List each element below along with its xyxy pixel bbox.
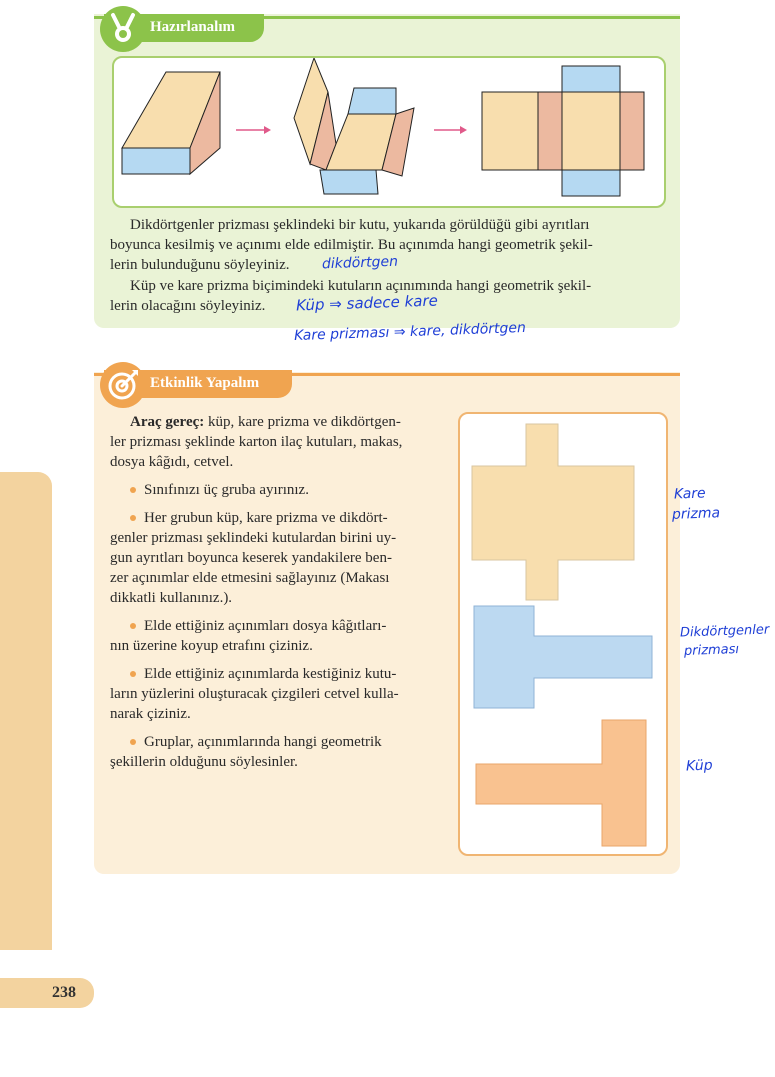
step-text: Sınıfınızı üç gruba ayırınız. <box>144 482 309 498</box>
bullet-icon <box>130 671 136 677</box>
bullet-icon <box>130 623 136 629</box>
step-line <box>110 480 309 500</box>
step-line: dikkatli kullanınız.). <box>110 590 233 606</box>
materials-line: dosya kâğıdı, cetvel. <box>110 454 234 470</box>
rectangular-prism-net <box>474 606 652 708</box>
paragraph-line: Küp ve kare prizma biçimindeki kutuların açınımında hangi geometrik şekil- <box>130 278 592 294</box>
section-title: Etkinlik Yapalım <box>150 375 260 391</box>
step-line: genler prizması şeklindeki kutulardan birini uy- <box>110 530 397 546</box>
closed-box <box>122 72 220 174</box>
handwritten-answer: dikdörtgen <box>321 253 399 273</box>
step-line: nın üzerine koyup etrafını çiziniz. <box>110 638 313 654</box>
step-line <box>110 732 382 752</box>
arrow-right-icon <box>236 126 271 134</box>
page-number: 238 <box>52 984 76 1001</box>
step-line: gun ayrıtları boyunca keserek yandakilere ben- <box>110 550 392 566</box>
handwritten-answer: Kare prizması ⇒ kare, dikdörtgen <box>293 319 527 345</box>
side-tab <box>0 472 52 950</box>
handwritten-label: Kare <box>673 485 706 503</box>
square-prism-net <box>472 424 634 600</box>
bullet-icon <box>130 515 136 521</box>
materials-label: Araç gereç: <box>130 414 205 430</box>
cube-net <box>476 720 646 846</box>
paragraph-line: lerin bulunduğunu söyleyiniz. <box>110 257 290 273</box>
box-unfolding-figure <box>112 56 666 208</box>
handwritten-label: prizması <box>683 642 740 659</box>
step-line <box>110 664 396 684</box>
step-text: Gruplar, açınımlarında hangi geometrik <box>144 734 382 750</box>
box-net <box>482 66 644 196</box>
step-text: Elde ettiğiniz açınımlarda kestiğiniz kutu- <box>144 666 397 682</box>
paragraph-line: boyunca kesilmiş ve açınımı elde edilmiştir. Bu açınımda hangi geometrik şekil- <box>110 237 593 253</box>
handwritten-label: Küp <box>685 757 713 775</box>
step-line <box>110 508 388 528</box>
medal-icon <box>100 6 146 52</box>
step-line: narak çiziniz. <box>110 706 191 722</box>
paragraph-line: Dikdörtgenler prizması şeklindeki bir kutu, yukarıda görüldüğü gibi ayrıtları <box>130 217 590 233</box>
bullet-icon <box>130 739 136 745</box>
step-text: Elde ettiğiniz açınımları dosya kâğıtları- <box>144 618 387 634</box>
unfolding-box <box>294 58 414 194</box>
handwritten-label: prizma <box>671 505 721 523</box>
nets-figure <box>458 412 668 856</box>
materials-line: ler prizması şeklinde karton ilaç kutuları, makas, <box>110 434 403 450</box>
target-icon <box>100 362 146 408</box>
step-text: Her grubun küp, kare prizma ve dikdört- <box>144 510 388 526</box>
handwritten-label: Dikdörtgenler <box>679 622 770 641</box>
step-line: ların yüzlerini oluşturacak çizgileri cetvel kulla- <box>110 686 399 702</box>
section-title: Hazırlanalım <box>150 19 235 35</box>
step-line: zer açınımlar elde etmesini sağlayınız (Makası <box>110 570 390 586</box>
paragraph-line: lerin olacağını söyleyiniz. <box>110 298 266 314</box>
arrow-right-icon <box>434 126 467 134</box>
materials-text: küp, kare prizma ve dikdörtgen- <box>208 414 401 430</box>
page-number-box <box>0 978 94 1008</box>
step-line: şekillerin olduğunu söylesinler. <box>110 754 298 770</box>
materials-line <box>130 412 401 432</box>
handwritten-answer: Küp ⇒ sadece kare <box>295 291 439 315</box>
bullet-icon <box>130 487 136 493</box>
step-line <box>110 616 386 636</box>
